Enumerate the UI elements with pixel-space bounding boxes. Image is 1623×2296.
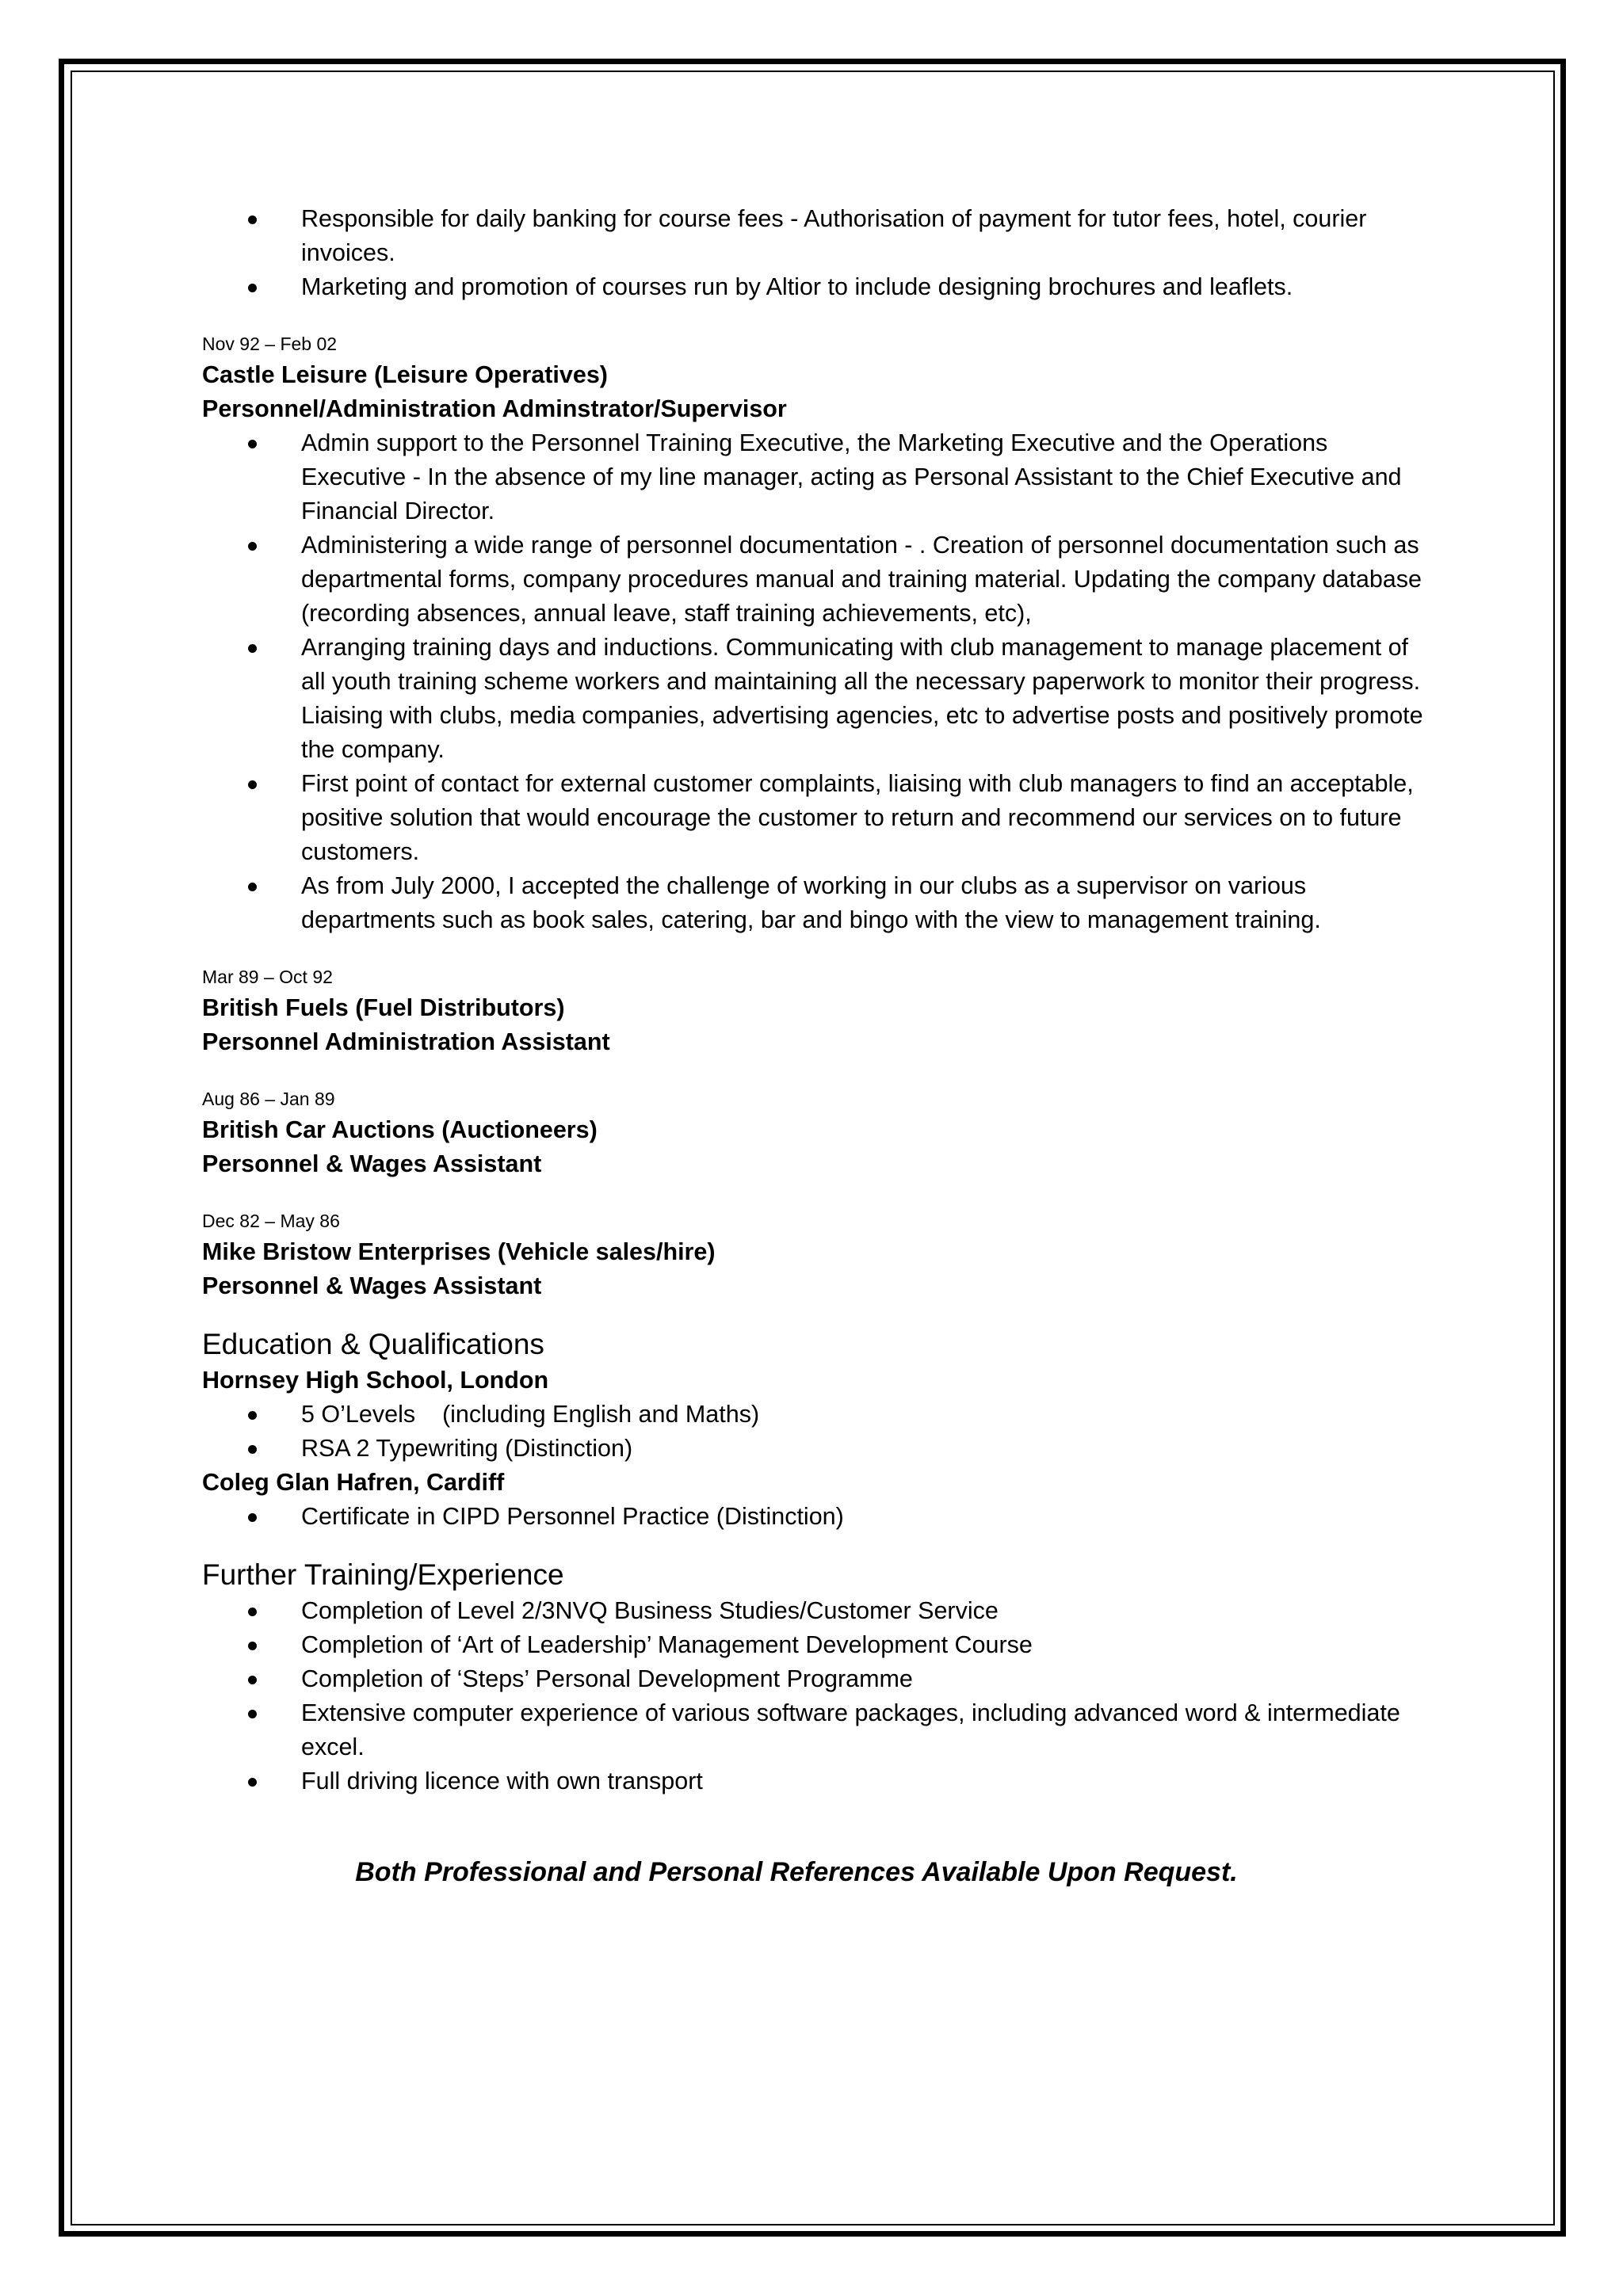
job-dates: Dec 82 – May 86: [202, 1211, 340, 1231]
school-items: [202, 1500, 1438, 1534]
previous-role-bullets: [202, 202, 1438, 304]
list-item: 5 O’Levels (including English and Maths): [301, 1398, 1438, 1432]
job-entry: [202, 1085, 1438, 1181]
list-item: RSA 2 Typewriting (Distinction): [301, 1432, 1438, 1466]
job-entry: [202, 963, 1438, 1059]
job-company: British Fuels (Fuel Distributors): [202, 994, 565, 1021]
job-company: British Car Auctions (Auctioneers): [202, 1116, 598, 1143]
list-item: Arranging training days and inductions. Communicating with club management to manage placement of all youth training scheme workers and maintaining all the necessary paperwork to monitor their progress. Liaising with clubs, media companies, advertising agencies, etc to advertise posts and positively promote the company.: [301, 631, 1438, 767]
section-heading: Further Training/Experience: [202, 1558, 564, 1591]
job-entry: [202, 1207, 1438, 1303]
cv-content: [202, 202, 1438, 1890]
job-dates: Mar 89 – Oct 92: [202, 967, 333, 987]
list-item: Marketing and promotion of courses run by Altior to include designing brochures and leaflets.: [301, 270, 1438, 304]
references-note: Both Professional and Personal References Available Upon Request.: [355, 1857, 1238, 1887]
job-role: Personnel & Wages Assistant: [202, 1272, 542, 1299]
job-entry: [202, 330, 1438, 937]
job-role: Personnel/Administration Adminstrator/Supervisor: [202, 395, 787, 422]
training-section: [202, 1556, 1438, 1798]
section-heading: Education & Qualifications: [202, 1328, 544, 1360]
education-section: [202, 1325, 1438, 1534]
list-item: Certificate in CIPD Personnel Practice (Distinction): [301, 1500, 1438, 1534]
job-bullets: [202, 426, 1438, 937]
list-item: As from July 2000, I accepted the challenge of working in our clubs as a supervisor on various departments such as book sales, catering, bar and bingo with the view to management training.: [301, 869, 1438, 937]
job-role: Personnel Administration Assistant: [202, 1028, 610, 1055]
list-item: Completion of ‘Art of Leadership’ Management Development Course: [301, 1628, 1438, 1662]
list-item: Extensive computer experience of various software packages, including advanced word & intermediate excel.: [301, 1696, 1438, 1764]
list-item: Responsible for daily banking for course fees - Authorisation of payment for tutor fees, hotel, courier invoices.: [301, 202, 1438, 270]
list-item: Completion of Level 2/3NVQ Business Studies/Customer Service: [301, 1594, 1438, 1628]
training-items: [202, 1594, 1438, 1798]
job-dates: Aug 86 – Jan 89: [202, 1089, 335, 1109]
job-role: Personnel & Wages Assistant: [202, 1150, 542, 1177]
list-item: Full driving licence with own transport: [301, 1764, 1438, 1798]
list-item: Administering a wide range of personnel documentation - . Creation of personnel documentation such as departmental forms, company procedures manual and training material. Updating the company database (recording absences, annual leave, staff training achievements, etc),: [301, 528, 1438, 631]
job-dates: Nov 92 – Feb 02: [202, 334, 338, 354]
school-name: Coleg Glan Hafren, Cardiff: [202, 1469, 505, 1496]
job-company: Mike Bristow Enterprises (Vehicle sales/hire): [202, 1238, 716, 1265]
list-item: Completion of ‘Steps’ Personal Development Programme: [301, 1662, 1438, 1696]
job-company: Castle Leisure (Leisure Operatives): [202, 361, 608, 388]
school-items: [202, 1398, 1438, 1466]
list-item: Admin support to the Personnel Training Executive, the Marketing Executive and the Operations Executive - In the absence of my line manager, acting as Personal Assistant to the Chief Executive and Financial Director.: [301, 426, 1438, 528]
school-name: Hornsey High School, London: [202, 1367, 549, 1394]
list-item: First point of contact for external customer complaints, liaising with club managers to find an acceptable, positive solution that would encourage the customer to return and recommend our services on to future customers.: [301, 767, 1438, 869]
